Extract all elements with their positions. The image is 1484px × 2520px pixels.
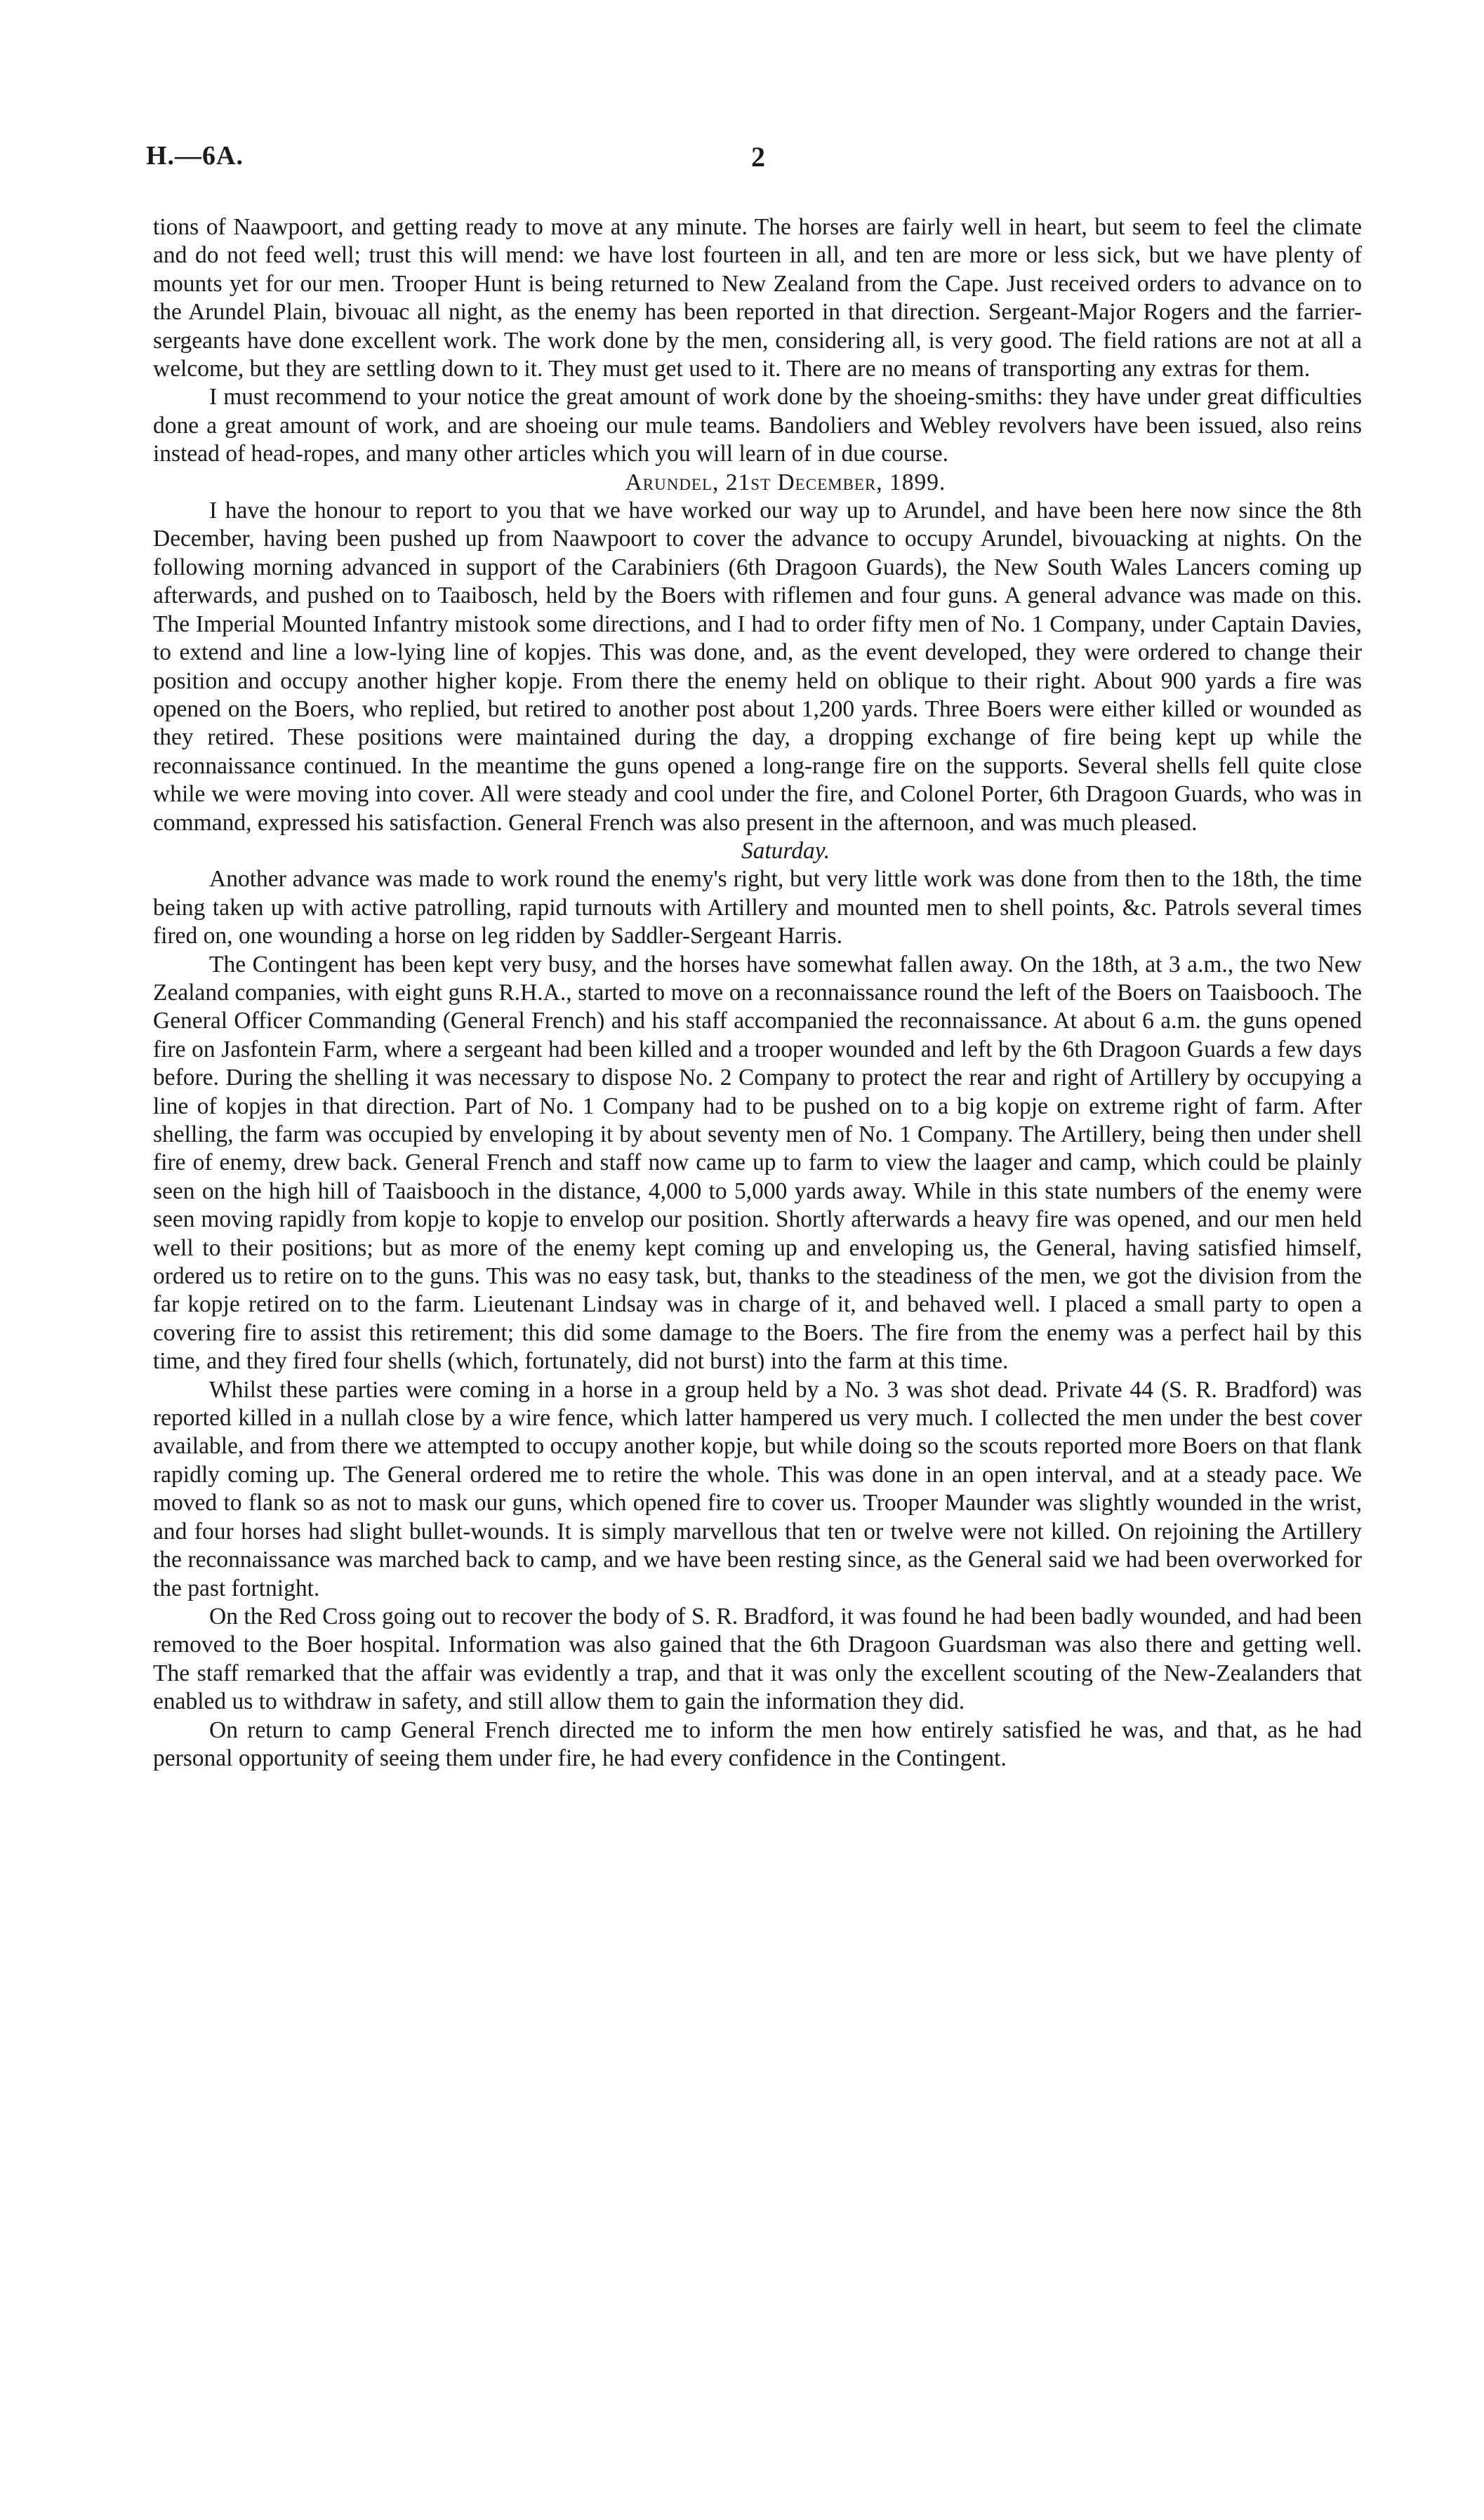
document-body: [153, 213, 1362, 1773]
paragraph: On return to camp General French directed me to inform the men how entirely satisfied he was, and that, as he had personal opportunity of seeing them under fire, he had every confidence in the Contingent.: [153, 1716, 1362, 1771]
paragraph: Whilst these parties were coming in a horse in a group held by a No. 3 was shot dead. Private 44 (S. R. Bradford) was reported killed in a nullah close by a wire fence, which latter hampered us very much. I collected the men under the best cover available, and from there we attempted to occupy another kopje, but while doing so the scouts reported more Boers on that flank rapidly coming up. The General ordered me to retire the whole. This was done in an open interval, and at a steady pace. We moved to flank so as not to mask our guns, which opened fire to cover us. Trooper Maunder was slightly wounded in the wrist, and four horses had slight bullet-wounds. It is simply marvellous that ten or twelve were not killed. On rejoining the Artillery the reconnaissance was marched back to camp, and we have been resting since, as the General said we had been overworked for the past fortnight.: [153, 1376, 1362, 1601]
paragraph-continued: tions of Naawpoort, and getting ready to move at any minute. The horses are fairly well in heart, but seem to feel the climate and do not feed well; trust this will mend: we have lost fourteen in all, and ten are more or less sick, but we have plenty of mounts yet for our men. Trooper Hunt is being returned to New Zealand from the Cape. Just received orders to advance on to the Arundel Plain, bivouac all night, as the enemy has been reported in that direction. Sergeant-Major Rogers and the farrier-sergeants have done excellent work. The work done by the men, considering all, is very good. The field rations are not at all a welcome, but they are settling down to it. They must get used to it. There are no means of transporting any extras for them.: [153, 214, 1362, 382]
paragraph: On the Red Cross going out to recover the body of S. R. Bradford, it was found he had been badly wounded, and had been removed to the Boer hospital. Information was also gained that the 6th Dragoon Guardsman was also there and getting well. The staff remarked that the affair was evidently a trap, and that it was only the excellent scouting of the New-Zealanders that enabled us to withdraw in safety, and still allow them to gain the information they did.: [153, 1603, 1362, 1715]
subheading: Saturday.: [741, 837, 830, 864]
paragraph: I must recommend to your notice the great amount of work done by the shoeing-smiths: they have under great difficulties done a great amount of work, and are shoeing our mule teams. Bandoliers and Webley revolvers have been issued, also reins instead of head-ropes, and many other articles which you will learn of in due course.: [153, 384, 1362, 467]
document-reference: H.—6A.: [146, 141, 244, 171]
section-heading: Arundel, 21st December, 1899.: [625, 469, 946, 495]
paragraph: Another advance was made to work round the enemy's right, but very little work was done from then to the 18th, the time being taken up with active patrolling, rapid turnouts with Artillery and mounted men to shell points, &c. Patrols several times fired on, one wounding a horse on leg ridden by Saddler-Sergeant Harris.: [153, 866, 1362, 949]
paragraph: I have the honour to report to you that we have worked our way up to Arundel, and have been here now since the 8th December, having been pushed up from Naawpoort to cover the advance to occupy Arundel, bivouacking at nights. On the following morning advanced in support of the Carabiniers (6th Dragoon Guards), the New South Wales Lancers coming up afterwards, and pushed on to Taaibosch, held by the Boers with riflemen and four guns. A general advance was made on this. The Imperial Mounted Infantry mistook some directions, and I had to order fifty men of No. 1 Company, under Captain Davies, to extend and line a low-lying line of kopjes. This was done, and, as the event developed, they were ordered to change their position and occupy another higher kopje. From there the enemy held on oblique to their right. About 900 yards a fire was opened on the Boers, who replied, but retired to another post about 1,200 yards. Three Boers were either killed or wounded as they retired. These positions were maintained during the day, a dropping exchange of fire being kept up while the reconnaissance continued. In the meantime the guns opened a long-range fire on the supports. Several shells fell quite close while we were moving into cover. All were steady and cool under the fire, and Colonel Porter, 6th Dragoon Guards, who was in command, expressed his satisfaction. General French was also present in the afternoon, and was much pleased.: [153, 498, 1362, 836]
paragraph: The Contingent has been kept very busy, and the horses have somewhat fallen away. On the 18th, at 3 a.m., the two New Zealand companies, with eight guns R.H.A., started to move on a reconnaissance round the left of the Boers on Taaisbooch. The General Officer Commanding (General French) and his staff accompanied the reconnaissance. At about 6 a.m. the guns opened fire on Jasfontein Farm, where a sergeant had been killed and a trooper wounded and left by the 6th Dragoon Guards a few days before. During the shelling it was necessary to dispose No. 2 Company to protect the rear and right of Artillery by occupying a line of kopjes in that direction. Part of No. 1 Company had to be pushed on to a big kopje on extreme right of farm. After shelling, the farm was occupied by enveloping it by about seventy men of No. 1 Company. The Artillery, being then under shell fire of enemy, drew back. General French and staff now came up to farm to view the laager and camp, which could be plainly seen on the high hill of Taaisbooch in the distance, 4,000 to 5,000 yards away. While in this state numbers of the enemy were seen moving rapidly from kopje to kopje to envelop our position. Shortly afterwards a heavy fire was opened, and our men held well to their positions; but as more of the enemy kept coming up and enveloping us, the General, having satisfied himself, ordered us to retire on to the guns. This was no easy task, but, thanks to the steadiness of the men, we got the division from the far kopje retired on to the farm. Lieutenant Lindsay was in charge of it, and behaved well. I placed a small party to open a covering fire to assist this retirement; this did some damage to the Boers. The fire from the enemy was a perfect hail by this time, and they fired four shells (which, fortunately, did not burst) into the farm at this time.: [153, 951, 1362, 1375]
page-number: 2: [751, 141, 765, 173]
page-header: [146, 140, 1367, 182]
